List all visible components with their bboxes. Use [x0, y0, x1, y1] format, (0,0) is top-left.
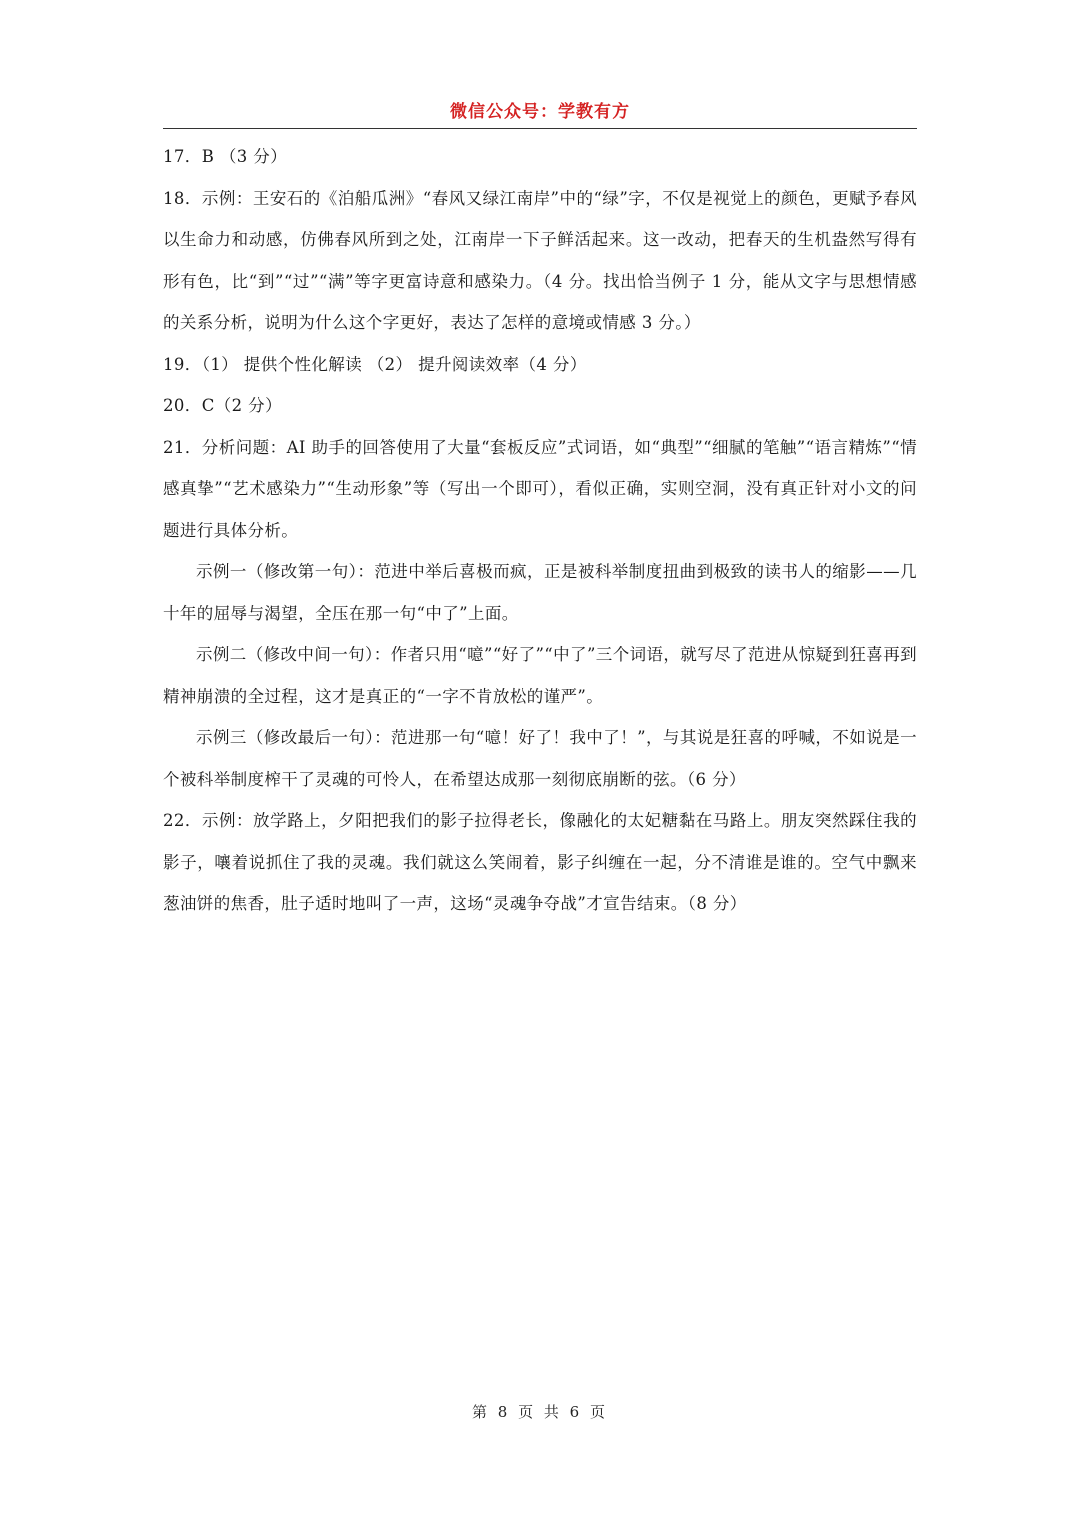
page-number: 第 8 页 共 6 页 — [472, 1403, 608, 1421]
answer-21: 21．分析问题：AI 助手的回答使用了大量“套板反应”式词语，如“典型”“细腻的笔触”“语言精炼”“情感真挚”“艺术感染力”“生动形象”等（写出一个即可），看似正确，实则空洞，没有真正针对小文的问题进行具体分析。 — [163, 437, 917, 540]
answer-content — [163, 136, 917, 925]
answer-17: 17．B （3 分） — [163, 147, 288, 166]
answer-21-example-3: 示例三（修改最后一句）：范进那一句“噫！好了！我中了！”，与其说是狂喜的呼喊，不如说是一个被科举制度榨干了灵魂的可怜人，在希望达成那一刻彻底崩断的弦。（6 分） — [163, 728, 917, 789]
answer-22: 22．示例：放学路上，夕阳把我们的影子拉得老长，像融化的太妃糖黏在马路上。朋友突然踩住我的影子，嚷着说抓住了我的灵魂。我们就这么笑闹着，影子纠缠在一起，分不清谁是谁的。空气中飘来葱油饼的焦香，肚子适时地叫了一声，这场“灵魂争夺战”才宣告结束。（8 分） — [163, 811, 917, 913]
answer-19: 19．（1） 提供个性化解读 （2） 提升阅读效率（4 分） — [163, 354, 587, 374]
answer-21-example-2: 示例二（修改中间一句）：作者只用“噫”“好了”“中了”三个词语，就写尽了范进从惊疑到狂喜再到精神崩溃的全过程，这才是真正的“一字不肯放松的谨严”。 — [163, 645, 917, 706]
header-title: 微信公众号：学教有方 — [450, 102, 630, 122]
page-header — [163, 98, 917, 129]
answer-20: 20．C（2 分） — [163, 396, 282, 415]
answer-18: 18．示例：王安石的《泊船瓜洲》“春风又绿江南岸”中的“绿”字，不仅是视觉上的颜色，更赋予春风以生命力和动感，仿佛春风所到之处，江南岸一下子鲜活起来。这一改动，把春天的生机盎然写得有形有色，比“到”“过”“满”等字更富诗意和感染力。（4 分。找出恰当例子 1 分，能从文字与思想情感的关系分析，说明为什么这个字更好，表达了怎样的意境或情感 3 分。） — [163, 188, 917, 332]
answer-21-example-1: 示例一（修改第一句）：范进中举后喜极而疯，正是被科举制度扭曲到极致的读书人的缩影——几十年的屈辱与渴望，全压在那一句“中了”上面。 — [163, 562, 917, 623]
